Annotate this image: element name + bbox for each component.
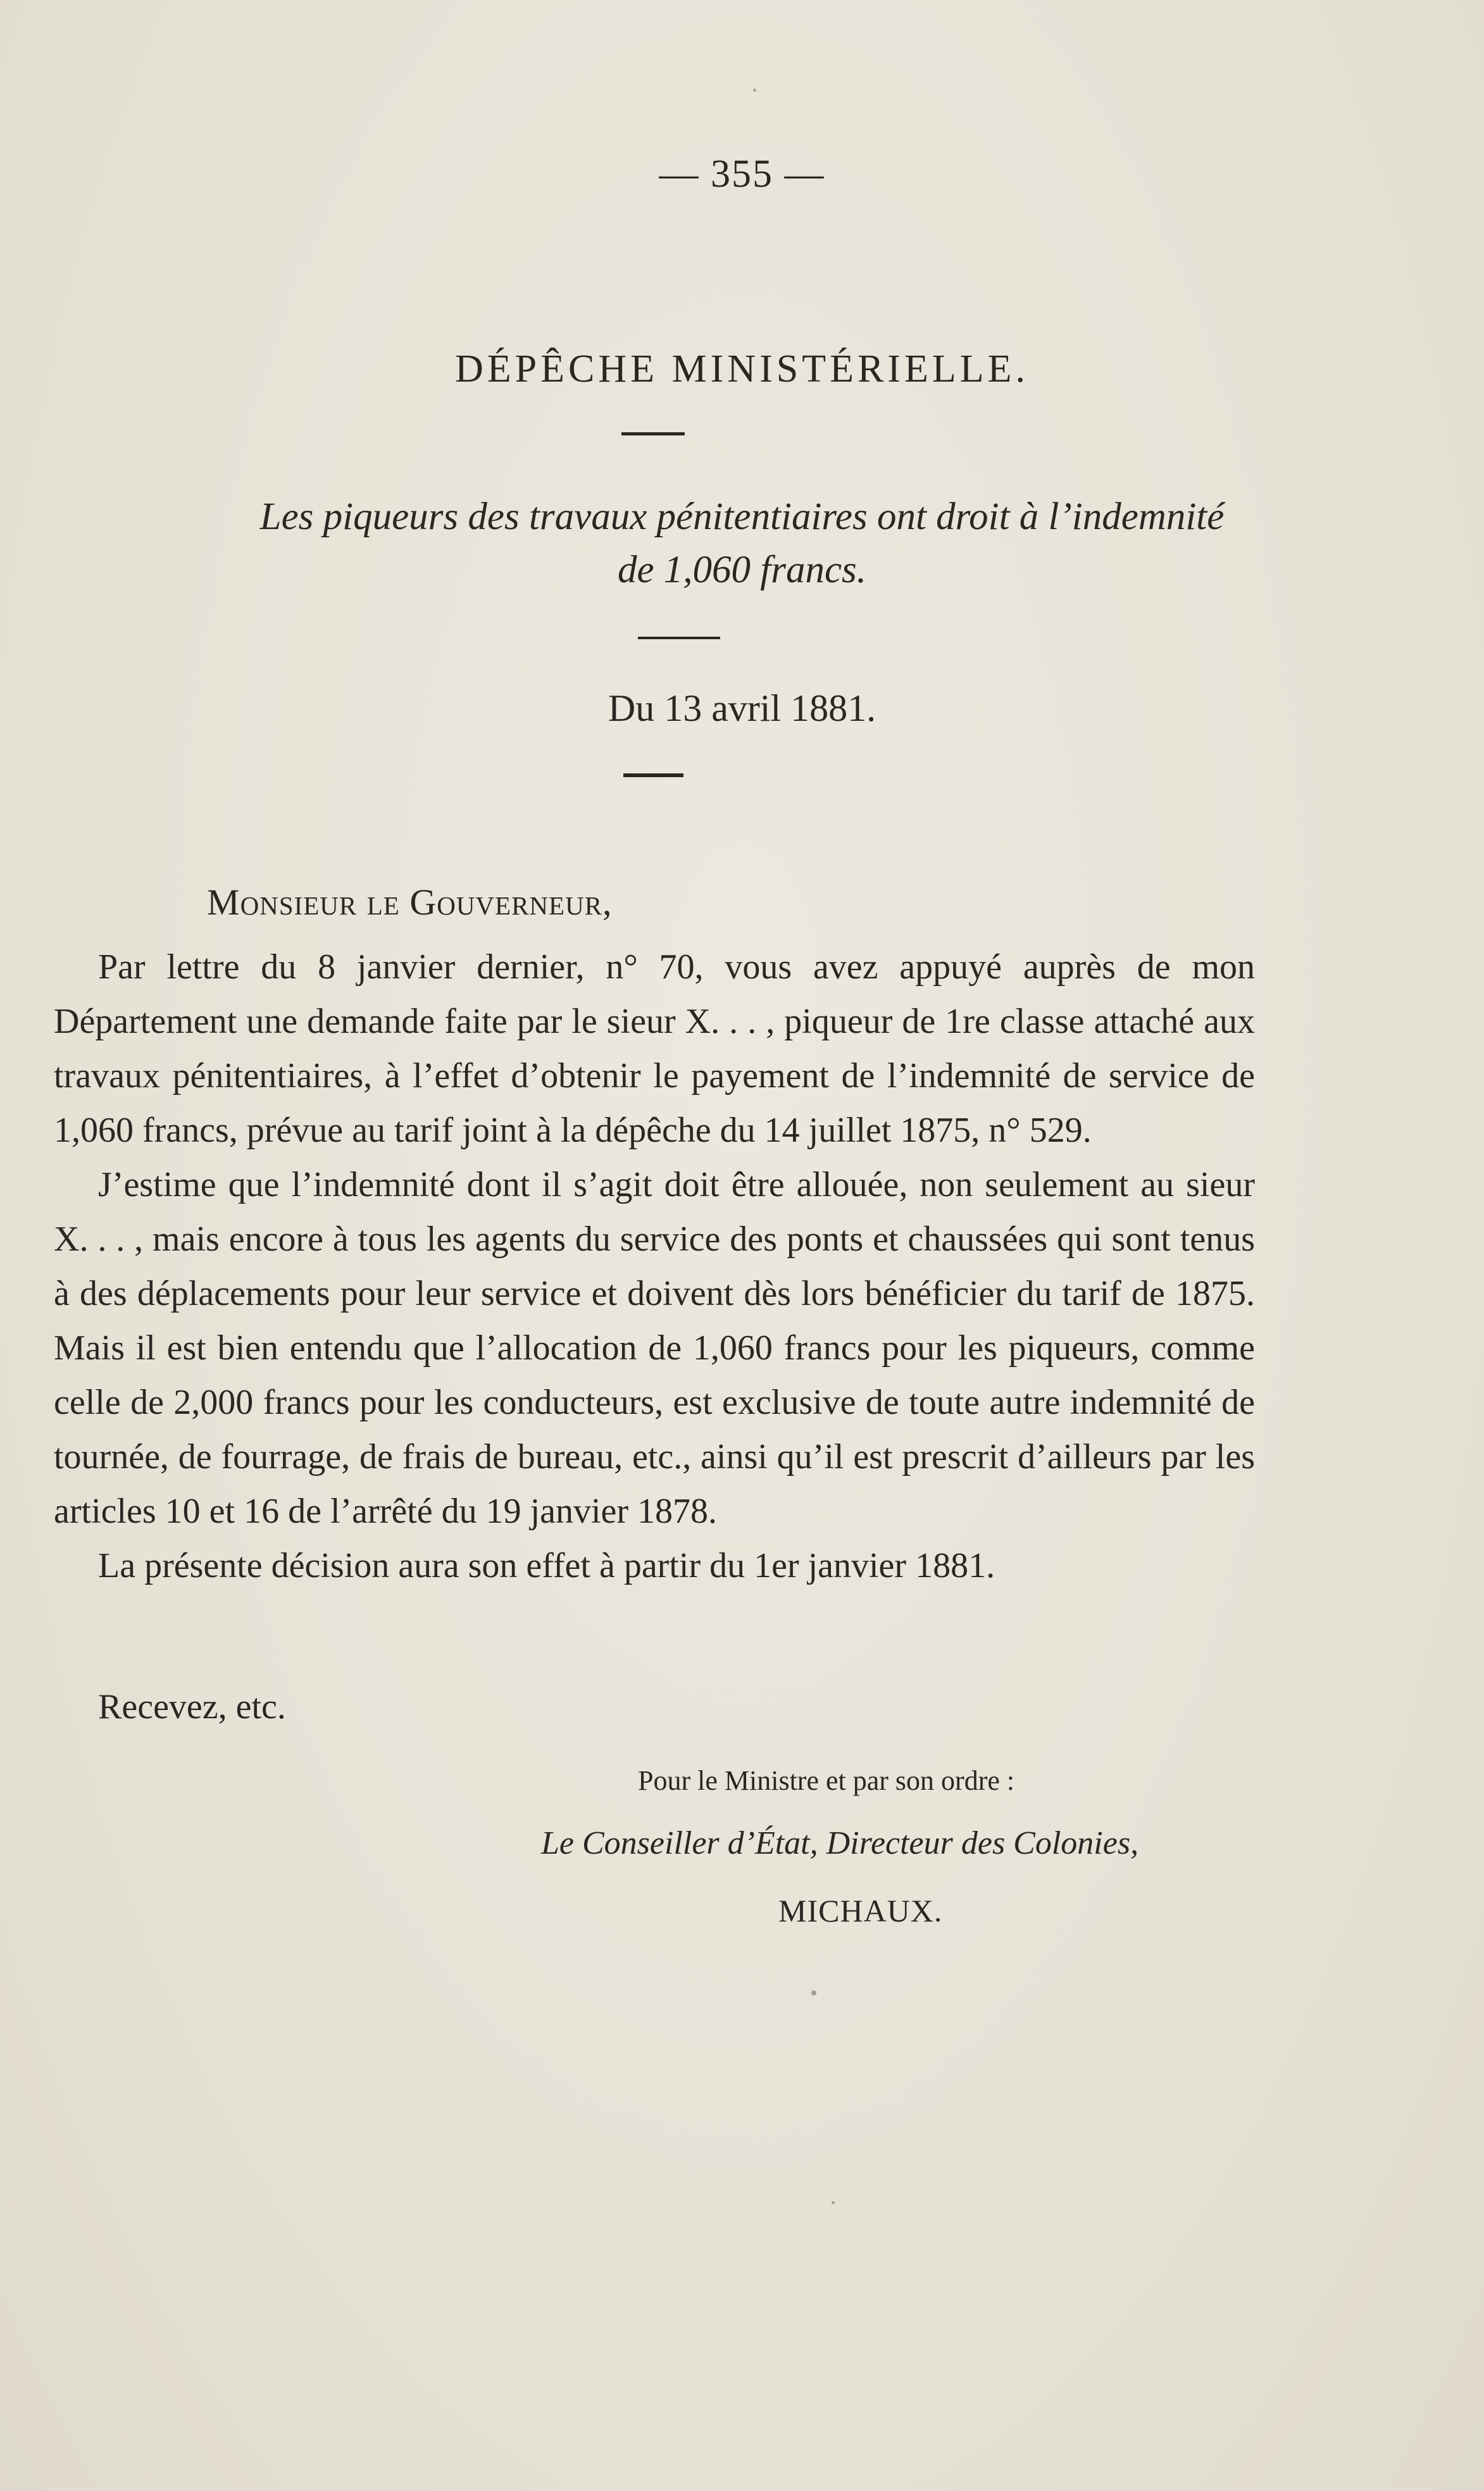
- body-paragraph-1: Par lettre du 8 janvier dernier, n° 70, vous avez appuyé auprès de mon Département une demande faite par le sieur X. . . , piqueur de 1re classe attaché aux travaux pénitentiaires, à l’effet d’obtenir le payement de l’indemnité de service de 1,060 francs, prévue au tarif joint à la dépêche du 14 juillet 1875, n° 529.: [54, 947, 1255, 1150]
- page-number: — 355 —: [659, 153, 825, 196]
- subtitle-line-1: Les piqueurs des travaux pénitentiaires ont droit à l’indemnité: [259, 496, 1225, 538]
- paper-speck: [811, 1990, 816, 1995]
- paper-speck: [753, 89, 756, 92]
- body-paragraph-2: J’estime que l’indemnité dont il s’agit doit être allouée, non seulement au sieur X. . . , mais encore à tous les agents du service des ponts et chaussées qui sont tenus à des déplacements pour leur service et doivent dès lors bénéficier du tarif de 1875. Mais il est bien entendu que l’allocation de 1,060 francs pour les piqueurs, comme celle de 2,000 francs pour les conducteurs, est exclusive de toute autre indemnité de tournée, de fourrage, de frais de bureau, etc., ainsi qu’il est prescrit d’ailleurs par les articles 10 et 16 de l’arrêté du 19 janvier 1878.: [54, 1165, 1255, 1531]
- subtitle-divider: [638, 637, 720, 639]
- closing-line: Recevez, etc.: [98, 1687, 286, 1726]
- document-date: Du 13 avril 1881.: [608, 687, 876, 729]
- signature-role: Le Conseiller d’État, Directeur des Colonies,: [541, 1825, 1139, 1861]
- date-divider: [623, 773, 683, 777]
- document-title: DÉPÊCHE MINISTÉRIELLE.: [455, 347, 1029, 390]
- signature-name: MICHAUX.: [778, 1893, 943, 1928]
- document-subtitle: [152, 490, 1332, 597]
- subtitle-line-2: de 1,060 francs.: [617, 549, 867, 591]
- letter-body: [54, 940, 1255, 1593]
- signature-intro: Pour le Ministre et par son ordre :: [638, 1765, 1015, 1796]
- paper-speck: [832, 2201, 835, 2204]
- salutation: Monsieur le Gouverneur,: [207, 882, 613, 923]
- title-divider: [621, 432, 685, 435]
- body-paragraph-3: La présente décision aura son effet à partir du 1er janvier 1881.: [98, 1546, 995, 1585]
